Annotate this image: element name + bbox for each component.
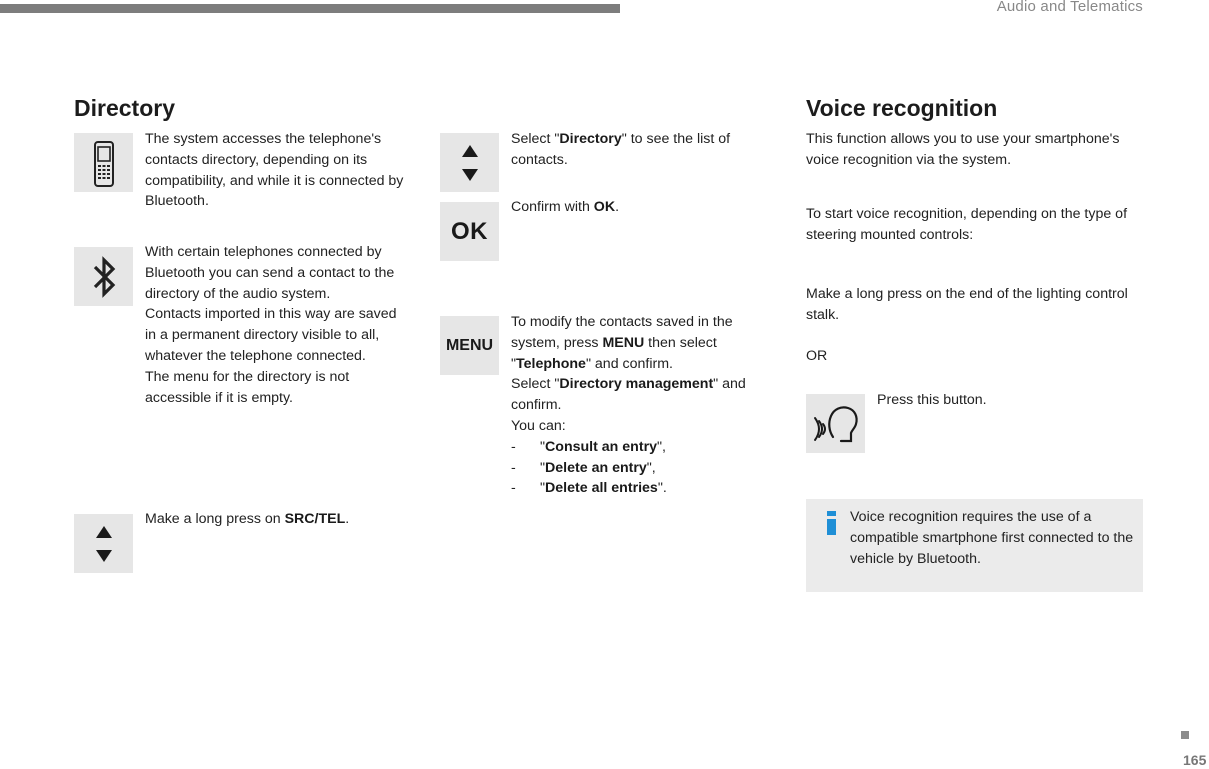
confirm-ok-text	[511, 197, 771, 218]
bluetooth-text-3: The menu for the directory is not accessible if it is empty.	[145, 368, 350, 406]
menu-button-label: MENU	[445, 336, 494, 354]
confirm-ok-pre: Confirm with	[511, 199, 594, 215]
select-directory-post: " to see the list of contacts.	[511, 131, 731, 168]
modify-contacts-block	[511, 312, 773, 499]
confirm-ok-post: .	[615, 199, 620, 215]
dm-pre: Select "	[511, 376, 560, 393]
option-row	[511, 478, 773, 499]
arrows-icon-box-left	[74, 514, 133, 573]
select-directory-pre: Select "	[511, 131, 560, 147]
src-tel-bold: SRC/TEL	[284, 511, 346, 527]
page-number: 165	[1183, 752, 1207, 768]
directory-management-text	[511, 374, 773, 416]
option-dash: -	[511, 459, 516, 476]
src-tel-text-pre: Make a long press on	[145, 511, 285, 527]
info-icon	[827, 511, 836, 535]
you-can-text: You can:	[511, 417, 566, 434]
modify-telephone-bold: Telephone	[516, 355, 586, 372]
option-pre: "	[540, 438, 546, 455]
directory-heading: Directory	[74, 95, 175, 121]
bluetooth-icon-box	[74, 247, 133, 306]
option-post: ".	[657, 480, 667, 497]
option-post: ",	[656, 438, 666, 455]
mobile-phone-icon-box	[74, 133, 133, 192]
select-directory-text	[511, 129, 771, 171]
option-row	[511, 437, 773, 458]
option-text	[540, 437, 666, 458]
option-bold: Consult an entry	[545, 438, 657, 455]
select-directory-bold: Directory	[559, 131, 622, 147]
bluetooth-text-1: With certain telephones connected by Bluetooth you can send a contact to the directory of the audio system.	[145, 244, 395, 302]
voice-intro-text: This function allows you to use your smartphone's voice recognition via the system.	[806, 131, 1120, 168]
modify-pre: To modify the contacts saved in the system, press	[511, 314, 733, 351]
voice-or-text: OR	[806, 348, 828, 364]
ok-button-label: OK	[451, 217, 488, 245]
modify-mid: then select "	[511, 334, 717, 372]
section-header-title: Audio and Telematics	[996, 0, 1143, 15]
up-down-arrows-icon	[92, 521, 116, 567]
option-pre: "	[540, 480, 546, 497]
press-button-text: Press this button.	[877, 392, 987, 408]
option-text	[540, 478, 667, 499]
src-tel-text	[145, 509, 413, 530]
phone-directory-text: The system accesses the telephone's contacts directory, depending on its compatibility, and while it is connected by Bluetooth.	[145, 131, 404, 210]
info-icon-dot	[827, 511, 836, 516]
option-dash: -	[511, 480, 516, 497]
ok-button-icon-box	[440, 202, 499, 261]
option-bold: Delete all entries	[545, 480, 658, 497]
src-tel-text-post: .	[345, 511, 350, 527]
arrows-icon-box-middle	[440, 133, 499, 192]
voice-recognition-heading: Voice recognition	[806, 95, 998, 121]
info-icon-stem	[827, 519, 836, 535]
option-post: ",	[646, 459, 656, 476]
bluetooth-text-block	[145, 242, 410, 408]
modify-post: " and confirm.	[585, 355, 673, 372]
modify-contacts-text	[511, 312, 773, 374]
option-pre: "	[540, 459, 546, 476]
voice-stalk-text: Make a long press on the end of the lighting control stalk.	[806, 286, 1128, 323]
option-bold: Delete an entry	[545, 459, 647, 476]
bluetooth-text-2: Contacts imported in this way are saved in a permanent directory visible to all, whatever the telephone connected.	[145, 306, 397, 364]
top-decorative-bar	[0, 4, 620, 13]
option-row	[511, 458, 773, 479]
dm-bold: Directory management	[559, 376, 714, 393]
option-text	[540, 458, 656, 479]
voice-command-icon-box	[806, 394, 865, 453]
voice-start-text: To start voice recognition, depending on the type of steering mounted controls:	[806, 206, 1128, 243]
up-down-arrows-icon	[458, 140, 482, 186]
modify-menu-bold: MENU	[602, 334, 645, 351]
dm-post: " and confirm.	[511, 376, 746, 414]
option-dash: -	[511, 438, 516, 455]
voice-command-icon	[811, 401, 861, 447]
corner-square-marker	[1181, 731, 1189, 739]
confirm-ok-bold: OK	[593, 199, 616, 215]
bluetooth-icon	[87, 254, 121, 300]
mobile-phone-icon	[84, 137, 124, 189]
menu-button-icon-box	[440, 316, 499, 375]
info-note-text: Voice recognition requires the use of a compatible smartphone first connected to the vehicle by Bluetooth.	[850, 509, 1134, 567]
